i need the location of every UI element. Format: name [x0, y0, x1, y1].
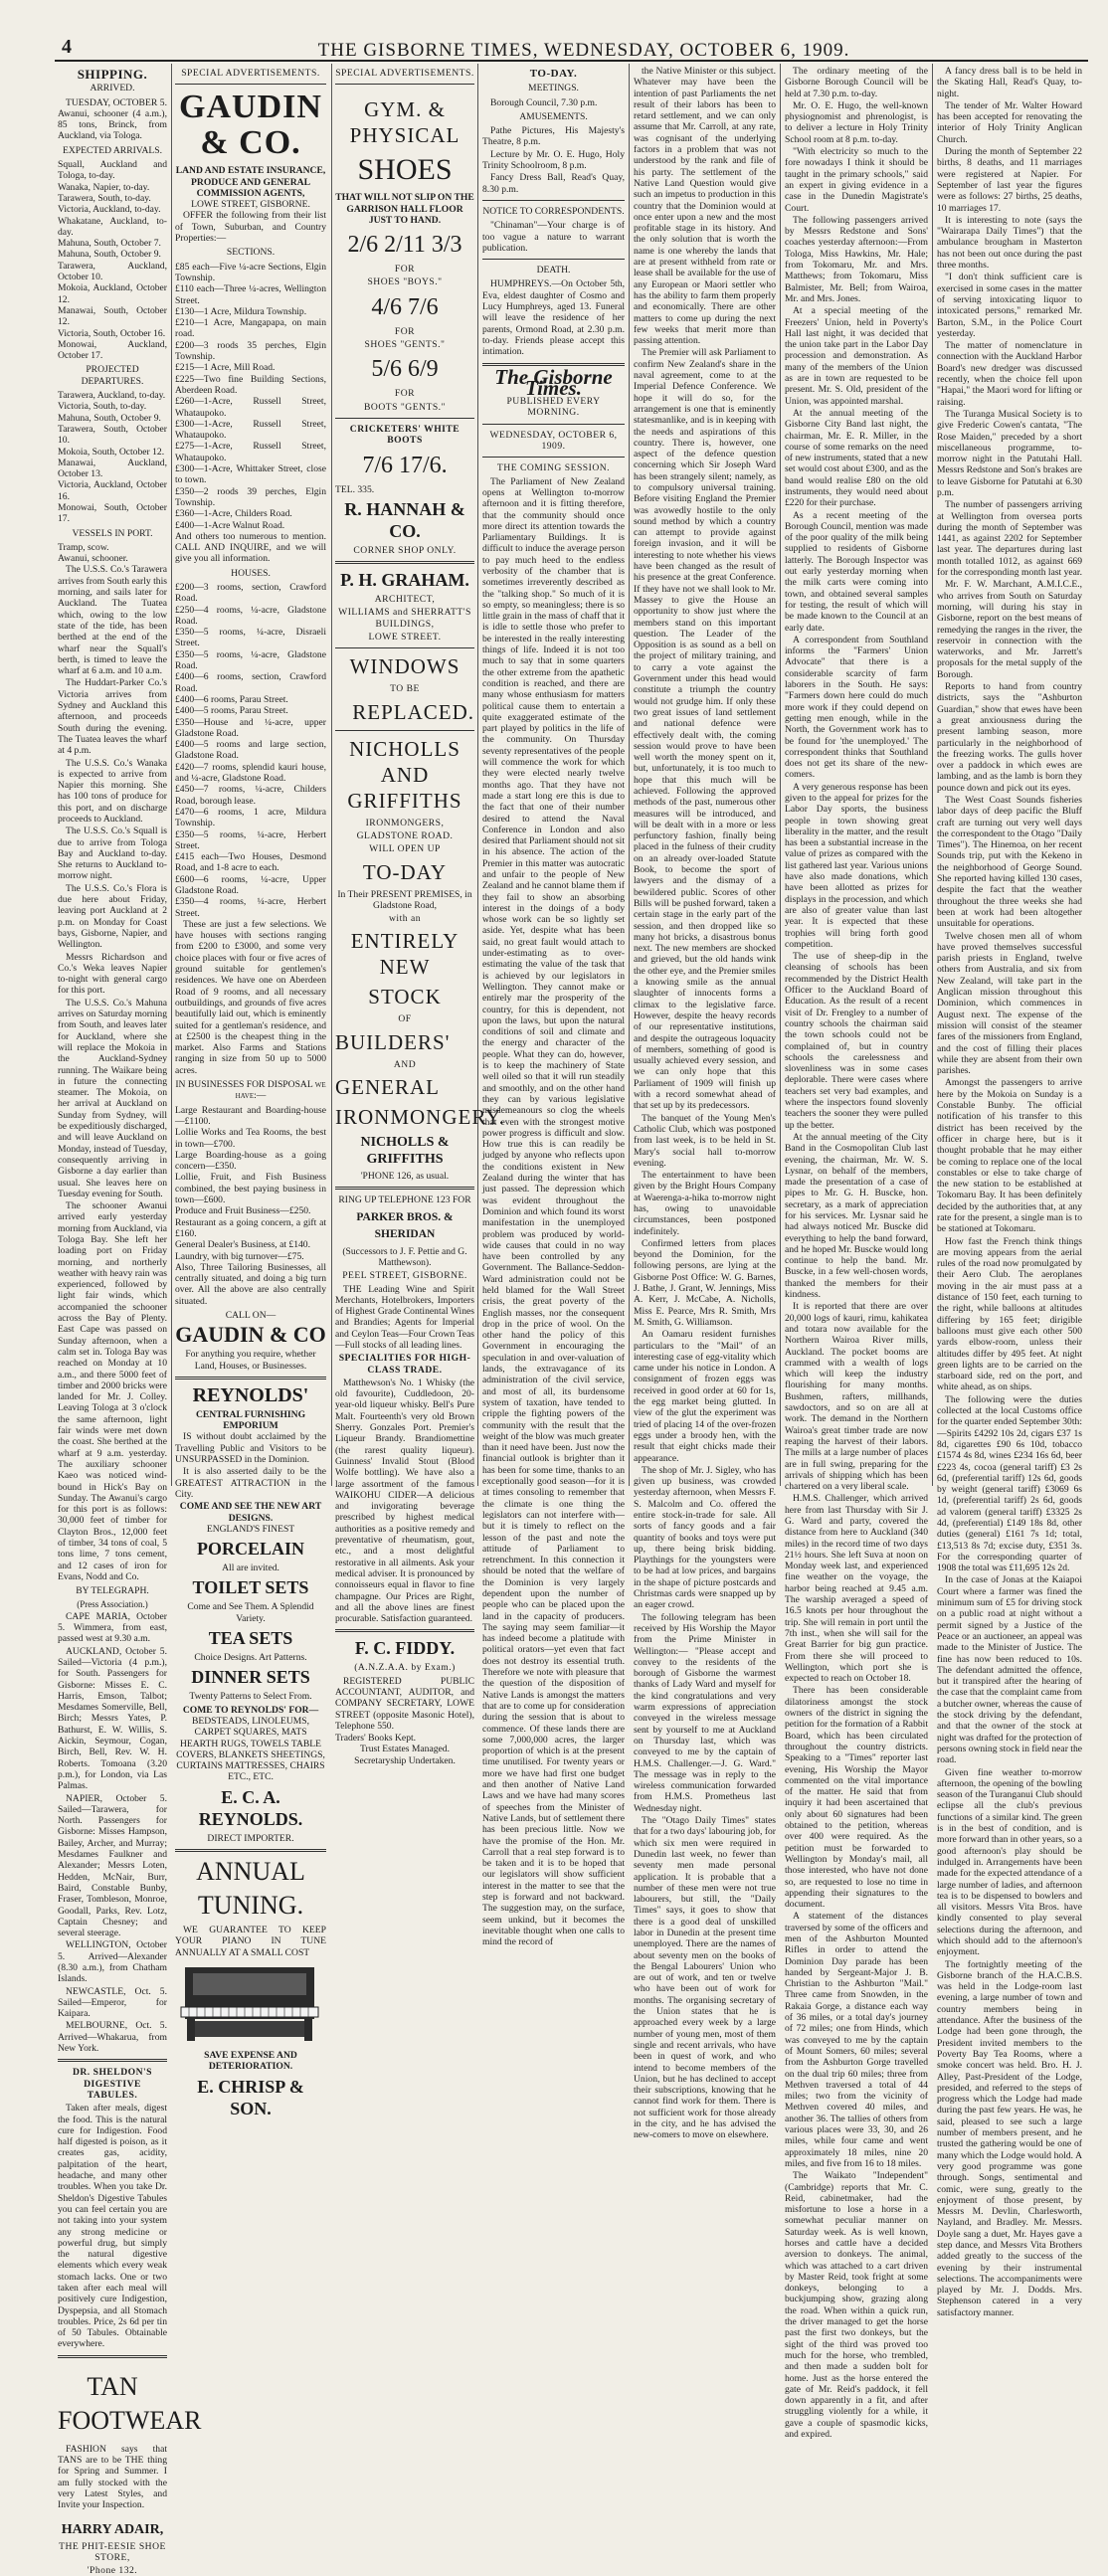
- news-paragraph: The fortnightly meeting of the Gisborne branch of the H.A.C.B.S. was held in the Lodge-room last evening, a large number of town and country members being in attendance. After the business of the Lodge had been gone through, the President invited members to the Poverty Bay Tea Rooms, where a smoke concert was held. Bro. H. J. Alley, Past-President of the Lodge, presided, and referred to the steps of progress which the Lodge had made during the past few years. He was, he said, pleased to see such a large number of members present, and he trusted the gathering would be one of many which the Lodge would hold. A very good programme was gone through. Songs, sentimental and comic, were sung, greatly to the enjoyment of those present, by Messrs M. Devlin, Charlesworth, Nayland, and Bradley. Mr. Messrs. Doyle sang a duet, Mr. Hayes gave a step dance, and Messrs Vita Brothers added greatly to the success of the evening by their instrumental selections. The accompaniments were played by Mr. J. Dodds. Mrs. Stephenson catered in a very satisfactory manner.: [937, 1958, 1082, 2318]
- news-paragraph: The Premier will ask Parliament to confirm New Zealand's share in the naval agreement, come to at the Imperial Defence Conference. We hope it will do so, for the arrangement is one that is eminently statesmanlike, and is in keeping with the needs and aspirations of this country. There is, however, one aspect of the defence question concerning which Sir Joseph Ward has been strangely silent; namely, as to compulsory universal training. Before visiting England the Premier was avowedly hostile to the only sound method by which a country can attempt to provide against foreign invasion, and it will be interesting to note whether his views have been changed as the result of his presence at the great Conference. If they have not we shall look to Mr. Massey to give the House an opportunity to show just where the members stand on this important question. The Leader of the Opposition is as sound as a bell on the project of military training, and to carry a vote against the Government under this head would constitute a triumph the country would not grudge him. If only these two great issues of land settlement and national defence were effectively dealt with, the coming session would prove to have been well worth the money spent on it, but, unfortunately, it is too much to hope that this much will be achieved. Following the approved methods of the past, numerous other measures will be introduced, and will be dealt with in a more or less perfunctory fashion, finally being placed in the fulness of their crudity on an already over-loaded Statute Book, to become the sport of lawyers and the dismay of a bewildered public. Scores of other Bills will be pushed forward, taken a certain stage in the early part of the session, and then dropped like so many hot bricks, a disastrous bonus next. The new members are shocked and grieved, but the old hands wink the other eye, and the Premier smiles a knowing smile as the annual slaughter of innocents forms a climax to the legislative farce. However, despite the heavy records of our representative institutions, and despite the outrageous loquacity of members, something of good is usually achieved every session, and we can only hope that this Parliament of 1909 will finish up with a record somewhat ahead of that set up by its predecessors.: [634, 347, 776, 1112]
- list-item: Monowai, Auckland, October 17.: [58, 338, 167, 362]
- list-item: Manawai, Auckland, October 13.: [58, 457, 167, 480]
- parker-text: THE Leading Wine and Spirit Merchants, Hotelbrokers, Importers of Highest Grade Continental Wines and Brandies; Agents for Imperial and Ceylon Teas—Four Crown Teas—Full stocks of all leading lines.: [335, 1283, 474, 1351]
- list-item: £450—7 rooms, ¼-acre, Childers Road, borough lease.: [175, 784, 326, 807]
- gladstone-road: GLADSTONE ROAD.: [356, 829, 454, 841]
- list-item: £415 each—Two Houses, Desmond Road, and 1-8 acre to each.: [175, 851, 326, 874]
- ng-title: NICHOLLS & GRIFFITHS: [360, 1135, 450, 1168]
- boys-label: SHOES "BOYS.": [367, 276, 443, 288]
- divider: [482, 424, 625, 425]
- shoes-title: SHOES: [357, 153, 453, 187]
- tan-phone: 'Phone 132.: [87, 2565, 138, 2576]
- list-item: £470—6 rooms, 1 acre, Mildura Township.: [175, 806, 326, 829]
- will-open: WILL OPEN UP: [369, 843, 441, 855]
- fiddy-text: REGISTERED PUBLIC ACCOUNTANT, AUDITOR, and COMPANY SECRETARY, LOWE STREET (opposite Masonic Hotel), Telephone 550.: [335, 1675, 474, 1732]
- porcelain-note: All are invited.: [222, 1563, 279, 1574]
- news-paragraph: The shop of Mr. J. Sigley, who has given up business, was crowded yesterday afternoon, when Messrs F. S. Malcolm and Co. offered the entire stock-in-trade for sale. All sorts of fancy goods and a fair quantity of books and toys were put up, there being brisk bidding. Playthings for the youngsters were to be had at low prices, and bargains in the shape of picture postcards and Christmas cards were snapped up by an eager crowd.: [634, 1464, 776, 1611]
- list-item: Mahuna, South, October 9.: [58, 249, 161, 261]
- ironmongery: IRONMONGERY.: [335, 1105, 505, 1130]
- shipping-paragraph: The schooner Awanui arrived early yesterday morning from Auckland, via Tologa Bay. She left her loading port on Friday morning, and northerly weather with heavy rain was experienced, followed by light fair winds, which accompanied the schooner across the Bay of Plenty. East Cape was passed on Sunday afternoon, when a calm set in. Tologa Bay was reached on Monday at 10 a.m., and there 5000 feet of timber and 2000 bricks were landed for Mr. J. Colley. Leaving Tologa at 3 o'clock the same afternoon, light fair winds were met down the coast. She berthed at the wharf at 9 a.m. yesterday. The auxiliary schooner Kaeo was noticed wind-bound in Hick's Bay on Sunday. The Awanui's cargo for this port is as follows: 30,000 feet of timber for Clayton Bros., 12,000 feet of timber, 34 tons of coal, 5 tons lime, 7 tons cement, and 12 cases of iron for Evans, Nodd and Co.: [58, 1200, 167, 1582]
- page-title: THE GISBORNE TIMES, WEDNESDAY, OCTOBER 6, 1909.: [317, 40, 850, 61]
- telegraph-item: CAPE MARIA, October 5. Wimmera, from east, passed west at 9.30 a.m.: [58, 1610, 167, 1645]
- news-paragraph: "With electricity so much to the fore nowadays I think it should be taught in the primary schools," said an expert in giving evidence in a case in the Dunedin Magistrate's Court.: [785, 146, 928, 214]
- tuning-title: TUNING.: [197, 1891, 304, 1920]
- specialities-heading: SPECIALITIES FOR HIGH-CLASS TRADE.: [338, 1353, 471, 1376]
- vessels-heading: VESSELS IN PORT.: [72, 527, 153, 539]
- news-paragraph: Mr. F. W. Marchant, A.M.I.C.E., who arrives from South on Saturday morning, will during his stay in Gisborne, report on the best means of remedying the ranges in the river, the reservoir in connection with the waterworks, and Mr. Jarrett's proposals for the metal supply of the Borough.: [937, 579, 1082, 680]
- list-item: Tarawera, Auckland, October 10.: [58, 260, 167, 283]
- shipping-paragraph: The U.S.S. Co.'s Wanaka is expected to arrive from Napier this morning. She has 100 tons of produce for this port, and on discharge proceeds to Auckland.: [58, 757, 167, 825]
- list-item: £400—1-Acre Walnut Road.: [175, 519, 285, 531]
- with-an: with an: [388, 913, 421, 925]
- list-item: £350—5 rooms, ¼-acre, Herbert Street.: [175, 828, 326, 851]
- news-paragraph: Reports to hand from country districts, says the "Ashburton Guardian," show that ewes have been a great anxiousness during the present lambing season, more particularly in the neighborhood of the freezing works. The gulls hover over a paddock in which ewes are lambing, and as the lamb is born they pounce down and pick out its eyes.: [937, 681, 1082, 794]
- special-heading: SPECIAL ADVERTISEMENTS.: [181, 68, 320, 79]
- reynolds-text: It is also asserted daily to be the GREATEST ATTRACTION in the City.: [175, 1466, 326, 1500]
- sections-heading: SECTIONS.: [226, 247, 276, 259]
- list-item: £210—1 Acre, Mangapapa, on main road.: [175, 317, 326, 340]
- divider: [58, 2355, 167, 2358]
- news-paragraph: In the case of Jonas at the Kaiapoi Court where a farmer was fined the minimum sum of £5 for driving stock on a public road at night without a permit signed by a Justice of the Peace or an auctioneer, an appeal was made to the Minister of Justice. The fine has now been reduced to 10s. The defendant admitted the offence, but it transpired after the hearing of the case that the complaint came from a butcher owner, whereas the cause of the stock driving by the defendant, and that the owner of the stock at night was drafted for the protection of persons owning stock in field near the road.: [937, 1574, 1083, 1766]
- list-item: £200—3 roods 35 perches, Elgin Township.: [175, 339, 326, 363]
- news-paragraph: Mr. O. E. Hugo, the well-known physiognomist and phrenologist, is to deliver a lecture in Holy Trinity School room at 8 p.m. to-day.: [785, 99, 928, 145]
- hannah-title: R. HANNAH & CO.: [344, 498, 465, 541]
- list-item: Manawai, South, October 12.: [58, 304, 167, 328]
- death-text: HUMPHREYS.—On October 5th, Eva, eldest daughter of Cosmo and Lucy Humphreys, aged 13. Funeral will leave the residence of her parents, Ormond Road, at 2.30 p.m. to-day. Friends please accept this intimation.: [482, 278, 625, 358]
- news-paragraph: A very generous response has been given to the appeal for prizes for the Labor Day sports, the business people in town showing great liberality in the matter, and the result has been a substantial increase in the value of prizes as compared with the list gathered last year. Various unions have also made donations, which have been allotted as prizes for displays in the procession, and which are also of greater value than last year. It is expected that these trophies will bring forth good competition.: [785, 781, 928, 950]
- telegraph-credit: (Press Association.): [77, 1599, 148, 1610]
- shipping-heading: SHIPPING.: [77, 67, 148, 82]
- news-paragraph: The West Coast Sounds fisheries labor days of deep pacific the Bluff craft are turning out very well days the correspondent to the Otago "Daily Times"). The Hinemoa, on her recent Sounds trip, put with the Kekeno in the neighborhood of George Sound. She reported having killed 130 cases, despite the fact that the weather throughout the three weeks she had been at work had been altogether unsuitable for operations.: [937, 795, 1082, 930]
- list-item: Mokoia, Auckland, October 12.: [58, 282, 167, 305]
- houses-heading: HOUSES.: [231, 567, 271, 579]
- gents-boots-label: BOOTS "GENTS.": [364, 401, 446, 413]
- list-item: Mahuna, South, October 9.: [58, 412, 161, 424]
- nicholls-title: NICHOLLS AND GRIFFITHS: [347, 736, 462, 813]
- news-paragraph: The Waikato "Independent" (Cambridge) reports that Mr. C. Reid, cabinetmaker, had the misfortune to lose a horse in a somewhat peculiar manner on Saturday week. As is well known, horses and cattle have a decided aversion to donkeys. The animal, which was attached to a cart driven by Master Reid, took fright at some donkeys, belonging to a buckjumping show, grazing along the road. When within a quick run, the driver managed to get the horse past the first two donkeys, but the sight of the third was proved too much for the horse, who trembled, and then made a sudden bolt for home. Just as the horse entered the gate of Mr. Reid's paddock, it fell down apparently in a fit, and after struggling violently for a while, it gave a couple of spasmodic kicks, and expired.: [785, 2170, 928, 2441]
- column-divider: [629, 64, 630, 1486]
- column-divider: [477, 64, 478, 1486]
- shipping-paragraph: The U.S.S. Co.'s Tarawera arrives from South early this morning, and sails later for Auckland. The Tuatea which, owing to the low state of the tide, has been berthed at the end of the wharf near the Squall's berth, is timed to leave the wharf at 6 a.m. and 10 a.m.: [58, 564, 167, 677]
- meetings-heading: MEETINGS.: [528, 83, 579, 94]
- news-paragraph: The Turanga Musical Society is to give Frederic Cowen's cantata, "The Rose Maiden," preceded by a short miscellaneous programme, to-morrow night in the Patutahi Hall. Messrs Redstone and Son's brakes are to leave Gisborne for Patutahi at 6.30 p.m.: [937, 408, 1082, 498]
- shipping-paragraph: The U.S.S. Co.'s Squall is due to arrive from Tologa Bay and Auckland to-day. She returns to Auckland to-morrow night.: [58, 826, 167, 882]
- price-4: 7/6 17/6.: [362, 452, 448, 478]
- news-paragraph: The banquet of the Young Men's Catholic Club, which was postponed from last week, is to be held in St. Mary's social hall to-morrow evening.: [634, 1112, 776, 1169]
- list-item: General Dealer's Business, at £140.: [175, 1239, 311, 1251]
- projected-heading: PROJECTED DEPARTURES.: [81, 364, 144, 387]
- list-item: £275—1-Acre, Russell Street, Whataupoko.: [175, 441, 326, 463]
- list-item: £350—House and ¼-acre, upper Gladstone Road.: [175, 716, 326, 739]
- arrived-heading: ARRIVED.: [90, 83, 135, 94]
- column-news-3: [937, 66, 1083, 2318]
- to-be: TO BE: [390, 683, 420, 695]
- divider: [175, 84, 326, 85]
- expected-list: [58, 159, 167, 361]
- list-item: And others too numerous to mention. CALL AND INQUIRE, and we will give you all information.: [175, 530, 326, 565]
- telegraph-item: NAPIER, October 5. Sailed—Tarawera, for North. Passengers for Gisborne: Misses Hampson, Bailey, Archer, and Murray; Mesdames Faulkner and Alexander; Messrs Loten, Hedden, McNair, Burr, Baird, Constable Bunby, Fraser, Tombleson, Monroe, Goodall, Parks, Rev. Lotz, Captain Chesney; and several steerage.: [58, 1792, 167, 1939]
- divider: [335, 647, 474, 648]
- gents-label: SHOES "GENTS.": [364, 339, 446, 351]
- tan-store: THE PHIT-EESIE SHOE STORE,: [59, 2540, 166, 2563]
- news-paragraph: How fast the French think things are moving appears from the aerial rules of the road now promulgated by their Aero Club. The aeroplanes moving in the air must pass at a distance of 150 feet, each turning to the right, while balloons at altitudes differing by 165 feet; dirigible balloons must give each other 500 yards elbow-room, unless their altitudes differ by 495 feet. At night green lights are to be carried on the starboard side, red on the port, and white ahead, as on ships.: [937, 1235, 1082, 1393]
- list-item: Whakatane, Auckland, to-day.: [58, 215, 167, 238]
- column-divider: [780, 64, 781, 1486]
- news-paragraph: During the month of September 22 births, 8 deaths, and 11 marriages were registered at Napier. For September of last year the figures were as follows: 27 births, 25 deaths, 10 marriages 17.: [937, 146, 1082, 214]
- list-item: Laundry, with big turnover—£75.: [175, 1250, 304, 1262]
- shipping-paragraph: Messrs Richardson and Co.'s Weka leaves Napier to-night with general cargo for this port.: [58, 951, 167, 997]
- list-item: £350—2 roods 39 perches, Elgin Township.: [175, 485, 326, 508]
- list-item: £350—5 rooms, ¼-acre, Disraeli Street.: [175, 627, 326, 649]
- gym-title: GYM. & PHYSICAL: [349, 97, 461, 148]
- news-paragraph: At the annual meeting of the Gisborne City Band last night, the chairman, Mr. E. R. Miller, in the course of some remarks on the need of new instruments, stated that a new set would cost about £300, and as the band would realise £80 on the old instruments, they would need about £220 for their purchase.: [785, 407, 928, 509]
- list-item: £420—7 rooms, splendid kauri house, and ¼-acre, Gladstone Road.: [175, 761, 326, 785]
- editorial-heading: THE COMING SESSION.: [496, 462, 611, 474]
- notice-text: "Chinaman"—Your charge is of too vague a nature to warrant publication.: [482, 220, 625, 254]
- amusement-item: Fancy Dress Ball, Read's Quay, 8.30 p.m.: [482, 172, 625, 195]
- eca-title: E. C. A. REYNOLDS.: [198, 1786, 303, 1829]
- annual-text: WE GUARANTEE TO KEEP YOUR PIANO IN TUNE ANNUALLY AT A SMALL COST: [175, 1925, 326, 1958]
- reynolds-subtitle: CENTRAL FURNISHING EMPORIUM: [195, 1408, 306, 1432]
- windows-title: WINDOWS: [349, 654, 461, 679]
- list-item: £130—1 Acre, Mildura Township.: [175, 305, 307, 317]
- column-shoes: [335, 66, 505, 1766]
- list-item: Tramp, scow.: [58, 541, 109, 553]
- fiddy-sub: (A.N.Z.A.A. by Exam.): [354, 1662, 456, 1674]
- gaudin-title: GAUDIN & CO.: [179, 89, 322, 162]
- list-item: Tarawera, South, October 10.: [58, 423, 167, 447]
- divider: [335, 561, 474, 564]
- cricket-label: CRICKETERS' WHITE BOOTS: [349, 423, 461, 447]
- news-paragraph: Confirmed letters from places beyond the Dominion, for the following persons, are lying at the Gisborne Post Office: W. G. Barnes, J. Bathe, J. Grant, W. Jennings, Miss A. Kerr, J. McCabe, A. Nicholls, Miss E. Pearce, Mrs R. Smith, Mrs M. Smith, G. Williamson.: [634, 1237, 776, 1328]
- tea-sets: TEA SETS: [208, 1628, 293, 1649]
- list-item: Squall, Auckland and Tologa, to-day.: [58, 159, 167, 182]
- column-news-2: [785, 66, 928, 2441]
- today-title: TO-DAY: [362, 859, 448, 884]
- telegraph-item: MELBOURNE, Oct. 5. Arrived—Whakarua, from New York.: [58, 2020, 167, 2055]
- paper-title: The Gisborne Times.: [494, 364, 613, 400]
- news-paragraph: Amongst the passengers to arrive here by the Mokoia on Sunday is a Constable Bunby. The official notification of his transfer to this district has been received by the officer in charge here, but is it thought probable that he may either be coming to replace one of the local constables or else to take charge of the new station to be established at Tokomaru Bay. It has been definitely decided by the authorities that, at any rate for the present, a single man is to be stationed at Tokomaru.: [937, 1077, 1082, 1235]
- special-heading: SPECIAL ADVERTISEMENTS.: [335, 68, 474, 79]
- houses-note: These are just a few selections. We have houses with sections ranging from £200 to £3000, and some very choice places with four or five acres of ground suitable for gentlemen's residences. We have one on Aberdeen Road of 9 rooms, and all necessary outbuildings, and grounds of five acres beautifully laid out, which is eminently suited for a gentleman's residence, and at £2500 is the cheapest thing in the market. Also Farms and Stations ranging in size from 50 up to 5000 acres.: [175, 918, 326, 1076]
- tan-subtitle: FOOTWEAR: [58, 2405, 202, 2435]
- column-editorial: [482, 66, 625, 1948]
- dinner-sets: DINNER SETS: [191, 1667, 310, 1688]
- list-item: Victoria, South, to-day.: [58, 401, 147, 413]
- list-item: £350—5 rooms, ¼-acre, Gladstone Road.: [175, 648, 326, 672]
- list-item: Wanaka, Napier, to-day.: [58, 181, 150, 193]
- graham-street: LOWE STREET.: [368, 632, 442, 644]
- telegraph-item: AUCKLAND, October 5. Sailed—Victoria (4 p.m.), for South. Passengers for Gisborne: Misses E. C. Harris, Emson, Talbot; Mesdames Somerville, Bell, Birch; Messrs Yates, P. Bathurst, E. W. Willis, S. Aickin, Seymour, Cogan, Birch, Bell, Rev. W. H. Roberts. Tomoana (3.20 p.m.), for London, via Las Palmas.: [58, 1645, 167, 1792]
- chrisp-title: E. CHRISP & SON.: [197, 2076, 304, 2118]
- arrived-text: TUESDAY, OCTOBER 5. Awanui, schooner (4 a.m.), 85 tons, Brinck, from Auckland, via Tologa.: [58, 96, 167, 142]
- news-paragraph: It is reported that there are over 20,000 logs of kauri, rimu, kahikatea and totara now available for the Northern Wairoa River mills, Auckland. The pocket booms are crammed with a wealth of logs which will keep the industry flourishing for many months. Bushmen, rafters, millhands, sawdoctors, and so on are all at work. The demand in the Northern Wairoa's great timber trade are now reaping the harvest of their labors. The mills at a large number of places are in full swing, preparing for the arrivals of shipping which has been chartered on a very liberal scale.: [785, 1301, 928, 1493]
- divider: [482, 259, 625, 260]
- today-heading: TO-DAY.: [529, 68, 578, 80]
- business-heading: IN BUSINESSES FOR DISPOSAL we have:—: [175, 1079, 326, 1102]
- news-paragraph: The use of sheep-dip in the cleansing of schools has been recommended by the District Health Officer to the Auckland Board of Education. As the result of a recent visit of Dr. Frengley to a number of country schools the chairman said the town schools could not be complained of, but in country schools the carelessness and slovenliness was in some cases deplorable. There were cases where teachers set very bad examples, and where the inspectors found slovenly teachers the sooner they were pulled up the better.: [785, 951, 928, 1131]
- gaudin-intro: OFFER the following from their list of Town, Suburban, and Country Properties:—: [175, 210, 326, 245]
- toilet-note: Come and See Them. A Splendid Variety.: [187, 1601, 314, 1624]
- telegraph-item: NEWCASTLE, Oct. 5. Sailed—Emperor, for Kaipara.: [58, 1985, 167, 2020]
- goods-list: BEDSTEADS, LINOLEUMS, CARPET SQUARES, MATS HEARTH RUGS, TOWELS TABLE COVERS, BLANKETS SHEETINGS, CURTAINS MATTRESSES, CHAIRS ETC., ETC.: [176, 1715, 325, 1783]
- news-paragraph: H.M.S. Challenger, which arrived here from last Thursday with Sir J. G. Ward and party, covered the distance from here to Auckland (340 miles) in the record time of two days 21½ hours. She left Suva at noon on Monday week last, and experienced fine weather on the voyage, the harbor being reached at 9.45 a.m. The warship averaged a speed of 16.5 knots per hour throughout the trip. She will remain in port until the 7th inst., when she will sail for the Great Barrier for big gun practice. From there she will proceed to Wellington, which port she is expected to reach on October 18.: [785, 1493, 928, 1685]
- list-item: Also, Three Tailoring Businesses, all centrally situated, and doing a big turn over. All the above are also centrally situated.: [175, 1261, 326, 1307]
- news-paragraph: The following passengers arrived by Messrs Redstone and Sons' coaches yesterday afternoon:—From Tologa, Miss Hawkins, Mr. Hale; from Tokomaru, Mr. and Mrs. Matthews; from Tokomaru, Miss Balmister, Mr. Bell; from Wairoa, Mr. and Mrs. Jones.: [785, 214, 928, 304]
- toilet-sets: TOILET SETS: [192, 1577, 309, 1598]
- list-item: £250—4 rooms, ¼-acre, Gladstone Road.: [175, 604, 326, 627]
- and-label: AND: [393, 1058, 417, 1070]
- column-shipping: [58, 66, 202, 2576]
- trust-estates: Trust Estates Managed.: [360, 1744, 450, 1755]
- news-paragraph: The following were the duties collected at the local Customs office for the quarter ended September 30th:—Spirits £4292 10s 2d, cigars £37 1s 8d, cigarettes £90 6s 10d, tobacco £1574 4s 8d, wines £234 16s 6d, beer £223 4s, cocoa (general tariff) £3 2s 6d, (preferential tariff) 12s 6d, goods by weight (general tariff) £3069 6s 1d, (preferential tariff) 2s 6d, goods ad valorem (general tariff) £3325 2s 4d, (preferential) £149 18s 8d, other duties (general) £161 7s 1d; total, £13,513 8s 7d; excise duty, £351 3s. For the corresponding quarter of 1908 the total was £11,695 12s 2d.: [937, 1393, 1082, 1574]
- news-paragraph: A correspondent from Southland informs the "Farmers' Union Advocate" that there is a considerable scarcity of farm laborers in the South. He says: "Farmers down here could do much more work if they could depend on getting men enough, while in the North, the Government work has to be found for 'the unemployed.' The correspondent thinks that Southland does not get its share of the new-comers.: [785, 634, 928, 781]
- list-item: Awanui, schooner.: [58, 553, 128, 565]
- list-item: Restaurant as a going concern, a gift at £160.: [175, 1216, 326, 1239]
- list-item: Tarawera, South, to-day.: [58, 192, 151, 204]
- list-item: Large Restaurant and Boarding-house —£1100.: [175, 1104, 326, 1127]
- divider: [335, 730, 474, 731]
- column-news-1: [634, 66, 776, 2141]
- list-item: £110 each—Three ¼-acres, Wellington Street.: [175, 283, 326, 306]
- list-item: £400—5 rooms and large section, Gladstone Road.: [175, 739, 326, 762]
- sheldon-heading: DR. SHELDON'S DIGESTIVE TABULES.: [72, 2067, 153, 2101]
- expected-heading: EXPECTED ARRIVALS.: [62, 144, 163, 156]
- telegraph-heading: BY TELEGRAPH.: [76, 1585, 149, 1597]
- list-item: £400—5 rooms, Parau Street.: [175, 705, 288, 717]
- list-item: £300—1-Acre, Russell Street, Whataupoko.: [175, 418, 326, 442]
- list-item: £360—1-Acre, Childers Road.: [175, 508, 292, 520]
- list-item: Tarawera, Auckland, to-day.: [58, 390, 166, 402]
- editorial-date: WEDNESDAY, OCTOBER 6, 1909.: [489, 429, 618, 453]
- shipping-paragraph: The U.S.S. Co.'s Mahuna arrives on Saturday morning from South, and leaves later for Auckland, where she will replace the Mokoia in the Auckland-Sydney running. The Waikare being in future the connecting steamer. The Mokoia, on her arrival at Auckland on Sunday from Sydney, will be expeditiously discharged, and will leave Auckland on Monday, instead of Tuesday, consequently arriving in Gisborne a day earlier than usual. She leaves here on Tuesday evening for South.: [58, 997, 167, 1199]
- column-divider: [171, 64, 172, 1486]
- gaudin-address: LOWE STREET, GISBORNE.: [191, 199, 310, 211]
- for-label: FOR: [394, 325, 416, 337]
- meetings-text: Borough Council, 7.30 p.m.: [490, 96, 598, 108]
- news-paragraph: A statement of the distances traversed by some of the officers and men of the Ashburton Mounted Rifles in order to attend the Dominion Day parade has been handed by Sergeant-Major J. B. Christian to the Ashburton "Mail." Three came from Snowden, in the Rakaia Gorge, a distance each way of 36 miles, or a total day's journey of 72 miles; one from Hinds, which was conveyed to me by the captain of Mount Somers, 60 miles; several from the Ashburton Gorge travelled on the dual trip 60 miles; three from Methven traversed a total of 44 miles; two from the vicinity of Methven covered 40 miles, and another 36. The tallies of others from various places were 33, 30, and 26 miles, while four came and went approximately 18 miles, nine 20 miles, and five from 16 to 18 miles.: [785, 1911, 928, 2169]
- gaudin-tagline: For anything you require, whether Land, Houses, or Businesses.: [185, 1349, 316, 1372]
- list-item: Victoria, South, October 16.: [58, 327, 166, 339]
- list-item: £225—Two fine Building Sections, Aberdeen Road.: [175, 373, 326, 396]
- specialities-text: Matthewson's No. 1 Whisky (the old favourite), Cuddledoon, 20-year-old liqueur whisky. Bell's Pure Malt. Fourteenth's very old Brown Sherry. Gonzales Port. Premier's Liqueur Brandy. Brandiomettine (the rarest quality liqueur). Guinness' Invalid Stout (Blood Wolfe bottling). We have also a large assortment of the famous WAIKOHU CIDER—A delicious and invigorating beverage prescribed by highest medical authorities as a positive remedy and preventative of rheumatism, gout, etc., and a most delightful restorative in all ailments. Ask your medical adviser. It is pronounced by connoisseurs equal in flavor to fine champagne. Our Prices are Right, and all the above lines are finest procurable. Satisfaction guaranteed.: [335, 1377, 474, 1625]
- divider: [335, 418, 474, 419]
- hannah-sub: CORNER SHOP ONLY.: [353, 544, 457, 556]
- ring-up: RING UP TELEPHONE 123 FOR: [338, 1195, 471, 1206]
- tan-name: HARRY ADAIR,: [61, 2521, 164, 2537]
- news-paragraph: The ordinary meeting of the Gisborne Borough Council will be held at 7.30 p.m. to-day.: [785, 66, 928, 99]
- news-paragraph: At a special meeting of the Freezers' Union, held in Poverty's Hall last night, it was decided that the union take part in the Labor Day procession and demonstration. As many of the members of the Union as are in town are requested to be present. Mr. S. Old, president of the Union, was appointed marshal.: [785, 305, 928, 407]
- news-paragraph: The matter of nomenclature in connection with the Auckland Harbor Board's new dredger was discussed recently, when the choice fell upon "Hapai," the Maori word for lifting or raising.: [937, 340, 1082, 408]
- news-paragraph: The entertainment to have been given by the Bright Hours Company at Waerenga-a-hika to-morrow night has, owing to unavoidable circumstances, been postponed indefinitely.: [634, 1170, 776, 1237]
- ironmongers: IRONMONGERS,: [365, 817, 445, 828]
- list-item: Mokoia, South, October 12.: [58, 446, 165, 458]
- list-item: Monowai, South, October 17.: [58, 501, 167, 525]
- tea-note: Choice Designs. Art Patterns.: [194, 1652, 307, 1664]
- list-item: Lollie Works and Tea Rooms, the best in town—£700.: [175, 1127, 326, 1150]
- column-divider: [932, 64, 933, 1486]
- stock: STOCK: [368, 985, 442, 1010]
- parker-title: PARKER BROS. & SHERIDAN: [356, 1210, 454, 1240]
- for-label: FOR: [394, 264, 416, 276]
- divider: [175, 1377, 326, 1380]
- telegraph-item: WELLINGTON, October 5. Arrived—Alexander (8.30 a.m.), from Chatham Islands.: [58, 1939, 167, 1985]
- news-paragraph: The "Otago Daily Times" states that for a two days' labouring job, for which six men were required in Dunedin last week, no fewer than seventy men made personal application. It is probable that a number of these men were not true labourers, but still, the "Daily Times" says, it goes to show that there is a good deal of unskilled labor in Dunedin at the present time unemployed. There are the names of about seventy men on the books of the Bengal Labourers' Union who are out of work, and ten or twelve who have been out of work for months. The organising secretary of the Union states that he is approached every week by a large number of young men, most of them single and recent arrivals, who have been in quest of work, and who intend to become members of the Union, but he has declined to accept their subscriptions, knowing that he cannot find work for them. There is not sufficient work for those already in the city, and he has advised the new-comers to move on elsewhere.: [634, 1815, 776, 2141]
- list-item: £400—6 rooms, Parau Street.: [175, 693, 288, 705]
- masthead: [0, 28, 1108, 61]
- divider: [482, 457, 625, 458]
- death-heading: DEATH.: [536, 265, 571, 276]
- divider: [335, 1629, 474, 1632]
- replaced-title: REPLACED.: [352, 699, 474, 724]
- news-paragraph: Twelve chosen men all of whom have proved themselves successful parish priests in England, twelve others from Australia, and six from New Zealand, will take part in the Anglican mission throughout this Dominion, which commences in August next. The expense of the mission will consist of the steamer fares of the missioners from England, and the cost of filling their places while they are absent from their own parishes.: [937, 930, 1082, 1077]
- parker-sub: (Successors to J. F. Pettie and G. Matthewson).: [342, 1245, 467, 1268]
- amusement-item: Pathe Pictures, His Majesty's Theatre, 8 p.m.: [482, 125, 625, 148]
- price-3: 5/6 6/9: [371, 356, 439, 383]
- published-line: PUBLISHED EVERY MORNING.: [506, 396, 601, 419]
- gaudin-subtitle: LAND AND ESTATE INSURANCE, PRODUCE AND GENERAL COMMISSION AGENTS,: [175, 165, 326, 199]
- news-paragraph: The number of passengers arriving at Wellington from oversea ports during the month of September was 1441, as against 2202 for September last year. The departures during last month totalled 1012, as against 669 for the corresponding month last year.: [937, 499, 1082, 579]
- gaudin-title-2: GAUDIN & CO: [175, 1322, 326, 1348]
- list-item: £85 each—Five ¼-acre Sections, Elgin Township.: [175, 261, 326, 283]
- list-item: £600—6 rooms, ¼-acre, Upper Gladstone Road.: [175, 873, 326, 896]
- list-item: £300—1-Acre, Whittaker Street, close to town.: [175, 463, 326, 486]
- secretaryship: Secretaryship Undertaken.: [354, 1754, 456, 1766]
- news-paragraph: The following telegram has been received by His Worship the Mayor from the Prime Minister in Wellington:— "Please accept and convey to the residents of the borough of Gisborne the warmest thanks of Lady Ward and myself for the kind congratulations and very warm expressions of appreciation conveyed in the wireless message sent by yourself to me at Auckland on Thursday last, which was conveyed to me by the captain of H.M.S. Challenger.—J. G. Ward." The message was in reply to the wireless communication forwarded from H.M.S. Prometheus last Wednesday night.: [634, 1611, 776, 1814]
- news-paragraph: the Native Minister or this subject. Whatever may have been the intention of past Parliaments the net result of their labors has been to retard settlement, and we can only assume that Mr. Carroll, at any rate, was cognisant of the underlying factors in a problem that was not understood by the rank and file of his party. The settlement of the Native Land Question would give such an impetus to production in this country that the Dominion would at once enter upon a new and the most profitable stage in its history. And the only solution that is worth the name is one whereby the lands that are at present withheld from rate or lease shall be available for the use of any European or Maori settler who has the ability to farm them properly and economically. There are other matters to come up during the next few weeks that merit more than passing attention.: [634, 66, 776, 347]
- dinner-note: Twenty Patterns to Select From.: [189, 1691, 312, 1703]
- price-1: 2/6 2/11 3/3: [347, 232, 462, 259]
- news-paragraph: A fancy dress ball is to be held in the Skating Hall, Read's Quay, to-night.: [937, 66, 1082, 99]
- tan-title: TAN: [87, 2371, 138, 2401]
- piano-illustration: [175, 1963, 324, 2043]
- divider: [175, 1849, 326, 1852]
- news-paragraph: "I don't think sufficient care is exercised in some cases in the matter of serving intoxicating liquor to intoxicated persons," remarked Mr. Barton, S.M., in the Police Court yesterday.: [937, 272, 1082, 339]
- notice-heading: NOTICE TO CORRESPONDENTS.: [482, 205, 625, 217]
- news-paragraph: The tender of Mr. Walter Howard has been accepted for renovating the interior of Holy Trinity Anglican Church.: [937, 99, 1082, 145]
- editorial-text: The Parliament of New Zealand opens at Wellington to-morrow afternoon and it is fitting therefore, that the community should once more direct its attention towards the Parliamentary Buildings. It is difficult to induce the average person to pay much heed to the endless verbosity of the chamber that is sometimes irreverently described as the "talking shop." So much of it is so empty, so meaningless; there is so little grain in the mass of chaff that it is idle to settle those who prefer to be interested in the really interesting things of life. Indeed it is not too much to say that in some quarters the other extreme from the apathetic condition is reached, and there are many whose enthusiasm for matters political cause them to entertain a quite exaggerated estimate of the part played by politics in the life of the community. On Thursday seventy representatives of the people will commence the work for which they were elected nearly twelve months ago. That they have not made a start long ere this is due to the fact that one of their number desired to attend the Naval Conference in London and also desired that Parliament should not sit in his absence. The action of the Premier in this matter was autocratic and unfair to the people of New Zealand and he cannot blame them if they fail to show an absorbing interest in the doings of a body whose work can be so lightly set aside. Yet, despite what has been said, no great fault would attach to under-estimating as to over-estimating the value of the task that is achieved by our legislators in Wellington. They cannot make or entirely mar the prosperity of the country, for this is dependent, not upon the laws, but upon the natural conditions of soil and climate and the energy and character of the people. What they can do, however, is to keep the machinery of State well oiled so that it will run steadily and smoothly, and on the other hand they can by various legislative misdemeanours so clog the wheels that even with the strongest motive power progress is difficult and slow. How true this is can readily be judged by anyone who reflects upon the conditions existent in New Zealand during the winter that has just passed. The depression which was evident throughout the Dominion and which found its worst manifestation in the unemployed problem was produced by world-wide causes that could in no way have been controlled by any Government. The Ballance-Seddon-Ward administration could not be held blamed for the Wall Street crisis, the great poverty of the English masses, nor the consequent drop in the price of wool. On the other hand the policy of this Government in encouraging the speculation in and over-valuation of lands, the extravagance of its administration of the civil service, and most of all, its burdensome system of taxation, have tended to cripple the fighting powers of the community with the result that the weight of the blow was much greater than it need have been. Just now the financial outlook is brighter than it has been for some time, thanks to an exceptionally good season—for it is at times consoling to remember that the climate is one thing the legislators can not interfere with—but it is timely to reflect on the lesson of the past and note the attitude of Parliament to retrenchment. In this connection it should be noted that the welfare of the Dominion is very largely dependent upon the number of people who can be placed upon the land in the capacity of producers. The saying may seem familiar—it has indeed become a platitude with political orators—yet even that fact does not destroy its essential truth. Therefore we note with pleasure that the question of the disposition of Native Lands is amongst the matters that are to come up for consideration during the session that is about to commence. Of these lands there are some 7,000,000 acres, the larger proportion of which is at the present time unutilised. For twenty years or more we have had first one budget and then another of Native Land Laws and we have had many scores of speeches from the Minister of Native Lands, but of settlement there has been precious little. Now we have the promise of the Hon. Mr. Carroll that a real step forward is to be taken and it is to be hoped that our legislators will show sufficient interest in the matter to see that the step is forward and not backward. The suggestion may, on the surface, seem unkind, but it becomes the inevitable thought when one calls to mind the record of: [482, 475, 625, 1948]
- projected-list: [58, 390, 167, 525]
- list-item: £350—4 rooms, ¼-acre, Herbert Street.: [175, 896, 326, 919]
- fiddy-title: F. C. FIDDY.: [354, 1638, 456, 1659]
- graham-title: P. H. GRAHAM.: [340, 570, 469, 591]
- divider: [482, 200, 625, 201]
- news-paragraph: An Oamaru resident furnishes particulars to the "Mail" of an interesting case of egg-vitality which came under his notice in London. A consignment of frozen eggs was received in good order at 60 for 1s, the egg market being glutted. In view of the glut the experiment was tried of placing 14 of the over-frozen eggs under a broody hen, with the result that eight chicks made their appearance.: [634, 1329, 776, 1464]
- list-item: Victoria, Auckland, to-day.: [58, 204, 161, 216]
- reynolds-text: IS without doubt acclaimed by the Travelling Public and Visitors to be UNSURPASSED in the Dominion.: [175, 1431, 326, 1466]
- list-item: Lollie, Fruit, and Fish Business combined, the best paying business in town—£600.: [175, 1172, 326, 1206]
- sheldon-text: Taken after meals, digest the food. This is the natural cure for Indigestion. Food half digested is poison, as it creates gas, acidity, palpitation of the heart, headache, and many other troubles. When you take Dr. Sheldon's Digestive Tabules you can feel certain you are not taking into your system any strong medicine or powerful drug, but simply the natural digestive elements which every weak stomach lacks. One or two taken after each meal will positively cure Indigestion, Dyspepsia, and all Stomach troubles. Price, 2s 6d per tin of 50 Tabules. Obtainable everywhere.: [58, 2103, 167, 2350]
- price-2: 4/6 7/6: [371, 293, 439, 320]
- tan-text: FASHION says that TANS are to be THE thing for Spring and Summer. I am fully stocked with the very Latest Styles, and Invite your Inspection.: [58, 2443, 167, 2511]
- divider: [335, 1187, 474, 1190]
- call-on: CALL ON—: [225, 1309, 277, 1321]
- entirely-new: ENTIRELY NEW: [350, 929, 460, 980]
- eca-sub: DIRECT IMPORTER.: [207, 1832, 294, 1844]
- page-number: 4: [62, 36, 72, 58]
- masthead-rule: [55, 60, 1088, 62]
- tel-label: TEL. 335.: [335, 483, 375, 495]
- news-paragraph: Given fine weather to-morrow afternoon, the opening of the bowling season of the Turanganui Club should eclipse all the club's previous functions of a similar kind. The green is in the best of condition, and is more forward than in other years, so a good afternoon's play should be indulged in. Arrangements have been made for the expected attendance of a large number of ladies, and afternoon tea is to be dispensed to bowlers and all visitors. Messrs Vita Bros. have kindly consented to play several selections during the afternoon, and which should add to the afternoon's enjoyment.: [937, 1766, 1082, 1958]
- builders: BUILDERS': [335, 1029, 451, 1054]
- of-label: OF: [398, 1013, 412, 1025]
- list-item: Large Boarding-house as a going concern—£350.: [175, 1149, 326, 1173]
- news-paragraph: As a recent meeting of the Borough Council, mention was made of the poor quality of the milk being supplied to residents of Gisborne latterly. The Borough Inspector was out early yesterday morning when the milk carts were coming into town, and obtained several samples for testing, the result of which will be made known to the Council at an early date.: [785, 509, 928, 634]
- graham-building: WILLIAMS and SHERRATT'S BUILDINGS,: [338, 607, 471, 630]
- porcelain: PORCELAIN: [196, 1539, 304, 1560]
- list-item: £215—1 Acre, Mill Road.: [175, 362, 276, 374]
- peel-street: PEEL STREET, GISBORNE.: [342, 1270, 467, 1282]
- traders-books: Traders' Books Kept.: [335, 1733, 417, 1745]
- news-paragraph: It is interesting to note (says the "Wairarapa Daily Times") that the ambulance brougham in Masterton has not been out once during the past three months.: [937, 214, 1082, 272]
- news-paragraph: There has been considerable dilatoriness amongst the stock owners of the district in signing the petition for the formation of a Rabbit Board, which has been circulated throughout the country districts. Speaking to a "Times" reporter last evening, His Worship the Mayor commented on the vital importance of the matter. He said that from inquiry it had been ascertained that only about 60 signatures had been obtained to the petition, whereas over 400 were required. As the petition must be forwarded to Wellington by Monday's mail, all those interested, who have not done so, are requested to lose no time in appending their signatures to the document.: [785, 1685, 928, 1911]
- divider: [335, 84, 474, 85]
- list-item: £400—6 rooms, section, Crawford Road.: [175, 671, 326, 694]
- slip-text: THAT WILL NOT SLIP ON THE GARRISON HALL FLOOR JUST TO HAND.: [335, 192, 474, 226]
- for-label: FOR: [394, 388, 416, 400]
- general: GENERAL: [335, 1075, 440, 1100]
- save-expense: SAVE EXPENSE AND DETERIORATION.: [204, 2050, 297, 2073]
- shipping-paragraph: The Huddart-Parker Co.'s Victoria arrives from Sydney and Auckland this afternoon, and proceeds South during the evening. The Tuatea leaves the wharf at 4 p.m.: [58, 677, 167, 757]
- divider: [58, 2059, 167, 2062]
- annual-title: ANNUAL: [196, 1857, 305, 1886]
- list-item: £260—1-Acre, Russell Street, Whataupoko.: [175, 396, 326, 419]
- graham-role: ARCHITECT,: [374, 594, 436, 606]
- news-paragraph: At the annual meeting of the City Band in the Cosmopolitan Club last evening, the chairman, Mr. W. S. Lysnar, on behalf of the members, made the presentation of a case of pipes to Mr. G. H. Buscke, hon. secretary, as a mark of appreciation for his services. Mr. Lysnar said he had always noticed Mr. Buscke did everything to help the band forward, and he hoped Mr. Buscke would long continue to help the band. Mr. Buscke, in a few well-chosen words, thanked the members for their kindness.: [785, 1131, 928, 1301]
- list-item: Victoria, Auckland, October 16.: [58, 479, 167, 502]
- shipping-paragraph: The U.S.S. Co.'s Flora is due here about Friday, leaving port Auckland at 2 p.m. on Monday for Coast bays, Gisborne, Napier, and Wellington.: [58, 882, 167, 951]
- list-item: £200—3 rooms, section, Crawford Road.: [175, 581, 326, 605]
- reynolds-come: COME AND SEE THE NEW ART DESIGNS.: [179, 1501, 322, 1524]
- amusements-heading: AMUSEMENTS.: [519, 110, 588, 122]
- come-to: COME TO REYNOLDS' FOR—: [182, 1704, 319, 1716]
- column-divider: [331, 64, 332, 1486]
- premises: In Their PRESENT PREMISES, in Gladstone Road,: [337, 888, 472, 911]
- list-item: Mahuna, South, October 7.: [58, 238, 161, 250]
- list-item: Produce and Fruit Business—£250.: [175, 1205, 311, 1217]
- amusement-item: Lecture by Mr. O. E. Hugo, Holy Trinity Schoolroom, 8 p.m.: [482, 148, 625, 172]
- column-gaudin: [175, 66, 326, 2118]
- ng-phone: 'PHONE 126, as usual.: [360, 1171, 450, 1183]
- reynolds-finest: ENGLAND'S FINEST: [206, 1523, 295, 1535]
- reynolds-title: REYNOLDS': [192, 1383, 309, 1406]
